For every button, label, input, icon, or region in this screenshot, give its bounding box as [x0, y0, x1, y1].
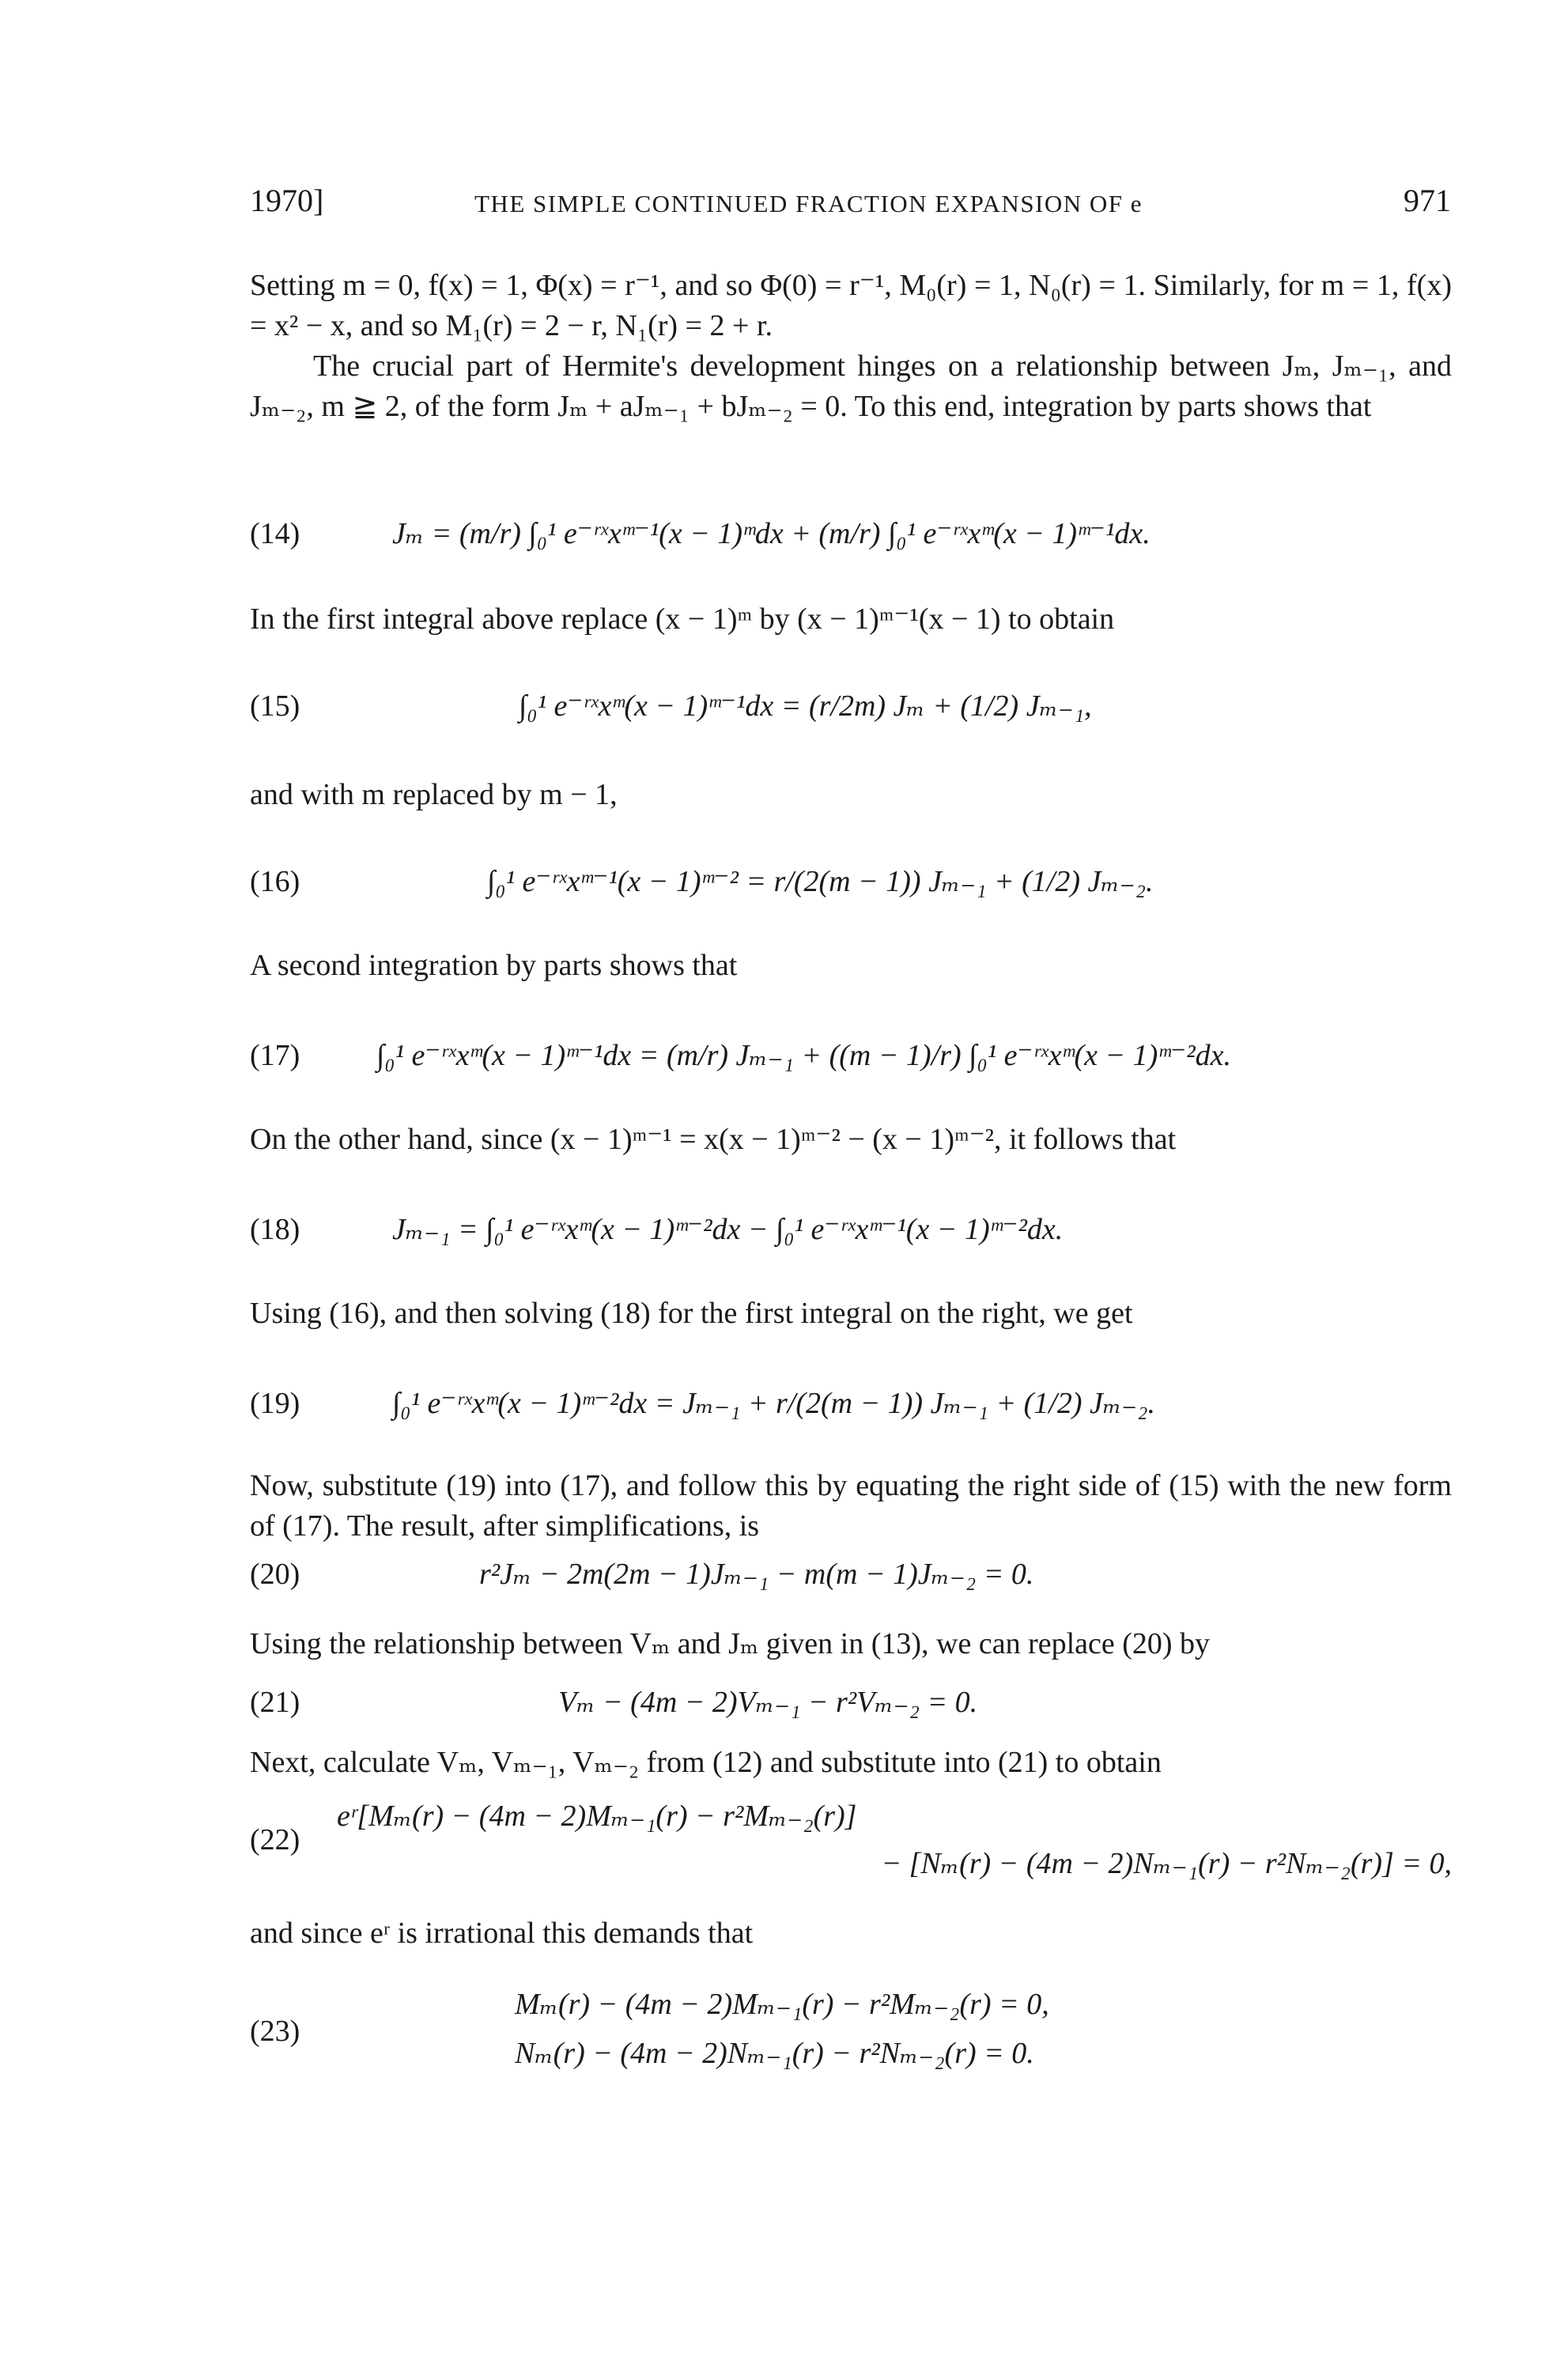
- equation-22: [250, 1796, 1452, 1899]
- equation-17: [250, 1036, 1452, 1093]
- paragraph-text: On the other hand, since (x − 1)ᵐ⁻¹ = x(x − 1)ᵐ⁻² − (x − 1)ᵐ⁻², it follows that: [250, 1123, 1177, 1156]
- equation-number: (16): [250, 865, 300, 898]
- running-title: THE SIMPLE CONTINUED FRACTION EXPANSION OF e: [474, 190, 1143, 217]
- equation-body: ∫₀¹ e⁻ʳˣxᵐ⁻¹(x − 1)ᵐ⁻² = r/(2(m − 1)) Jₘ₋₁ + (1/2) Jₘ₋₂.: [487, 865, 1154, 898]
- equation-number: (14): [250, 517, 300, 550]
- paragraph-text: Using (16), and then solving (18) for the first integral on the right, we get: [250, 1297, 1133, 1330]
- equation-body: Jₘ = (m/r) ∫₀¹ e⁻ʳˣxᵐ⁻¹(x − 1)ᵐdx + (m/r) ∫₀¹ e⁻ʳˣxᵐ(x − 1)ᵐ⁻¹dx.: [392, 517, 1150, 550]
- paragraph-irrational: [250, 1913, 1452, 1954]
- equation-line: eʳ[Mₘ(r) − (4m − 2)Mₘ₋₁(r) − r²Mₘ₋₂(r)]: [337, 1800, 857, 1833]
- equation-number: (17): [250, 1039, 300, 1072]
- paragraph-other-hand: [250, 1120, 1452, 1160]
- paragraph-second-integration: [250, 946, 1452, 986]
- paragraph-text: Now, substitute (19) into (17), and follow this by equating the right side of (15) with the new form of (17). The result, after simplifications, is: [250, 1469, 1452, 1543]
- equation-body: Vₘ − (4m − 2)Vₘ₋₁ − r²Vₘ₋₂ = 0.: [558, 1686, 978, 1719]
- paragraph-text: Using the relationship between Vₘ and Jₘ given in (13), we can replace (20) by: [250, 1627, 1211, 1660]
- paragraph-substitute: [250, 1466, 1452, 1547]
- equation-15: [250, 686, 1452, 743]
- paragraph-text: Next, calculate Vₘ, Vₘ₋₁, Vₘ₋₂ from (12) and substitute into (21) to obtain: [250, 1746, 1162, 1779]
- equation-line: Nₘ(r) − (4m − 2)Nₘ₋₁(r) − r²Nₘ₋₂(r) = 0.: [515, 2037, 1034, 2070]
- paragraph-replace: [250, 599, 1452, 640]
- paragraph-relationship: [250, 1624, 1452, 1664]
- paragraph-setting: [250, 266, 1452, 427]
- equation-23: [250, 1985, 1452, 2087]
- equation-number: (19): [250, 1387, 300, 1420]
- paragraph-next-calculate: [250, 1743, 1452, 1783]
- paragraph-text: In the first integral above replace (x − 1)ᵐ by (x − 1)ᵐ⁻¹(x − 1) to obtain: [250, 602, 1115, 636]
- paragraph-text: Setting m = 0, f(x) = 1, Φ(x) = r⁻¹, and so Φ(0) = r⁻¹, M₀(r) = 1, N₀(r) = 1. Similarly, for m = 1, f(x) = x² − x, and so M₁(r) = 2 − r, N₁(r) = 2 + r.: [250, 269, 1452, 342]
- equation-body: r²Jₘ − 2m(2m − 1)Jₘ₋₁ − m(m − 1)Jₘ₋₂ = 0.: [479, 1558, 1034, 1591]
- paragraph-text: and with m replaced by m − 1,: [250, 778, 618, 811]
- equation-line: Mₘ(r) − (4m − 2)Mₘ₋₁(r) − r²Mₘ₋₂(r) = 0,: [515, 1988, 1049, 2021]
- paragraph-using-16: [250, 1294, 1452, 1334]
- equation-number: (23): [250, 2015, 300, 2048]
- equation-16: [250, 862, 1452, 919]
- equation-number: (18): [250, 1213, 300, 1246]
- equation-18: [250, 1210, 1452, 1267]
- paragraph-text: and since eʳ is irrational this demands that: [250, 1917, 754, 1950]
- equation-body: Jₘ₋₁ = ∫₀¹ e⁻ʳˣxᵐ(x − 1)ᵐ⁻²dx − ∫₀¹ e⁻ʳˣxᵐ⁻¹(x − 1)ᵐ⁻²dx.: [392, 1213, 1064, 1246]
- paragraph-text: The crucial part of Hermite's development hinges on a relationship between Jₘ, Jₘ₋₁, and Jₘ₋₂, m ≧ 2, of the form Jₘ + aJₘ₋₁ + bJₘ₋₂ = 0. To this end, integration by parts shows that: [250, 349, 1452, 423]
- equation-number: (15): [250, 689, 300, 723]
- equation-20: [250, 1554, 1452, 1611]
- equation-number: (20): [250, 1558, 300, 1591]
- equation-number: (21): [250, 1686, 300, 1719]
- header-year: 1970]: [250, 183, 324, 218]
- equation-line: − [Nₘ(r) − (4m − 2)Nₘ₋₁(r) − r²Nₘ₋₂(r)] = 0,: [881, 1847, 1452, 1880]
- page-number: 971: [1404, 183, 1451, 218]
- equation-body: ∫₀¹ e⁻ʳˣxᵐ(x − 1)ᵐ⁻¹dx = (m/r) Jₘ₋₁ + ((m − 1)/r) ∫₀¹ e⁻ʳˣxᵐ(x − 1)ᵐ⁻²dx.: [376, 1039, 1231, 1072]
- equation-14: [250, 514, 1452, 571]
- paragraph-m-replaced: [250, 775, 1452, 815]
- equation-21: [250, 1683, 1452, 1739]
- equation-body: ∫₀¹ e⁻ʳˣxᵐ(x − 1)ᵐ⁻²dx = Jₘ₋₁ + r/(2(m − 1)) Jₘ₋₁ + (1/2) Jₘ₋₂.: [392, 1387, 1155, 1420]
- equation-19: [250, 1384, 1452, 1441]
- paragraph-text: A second integration by parts shows that: [250, 949, 738, 982]
- equation-body: ∫₀¹ e⁻ʳˣxᵐ(x − 1)ᵐ⁻¹dx = (r/2m) Jₘ + (1/2) Jₘ₋₁,: [519, 689, 1092, 723]
- equation-number: (22): [250, 1823, 300, 1856]
